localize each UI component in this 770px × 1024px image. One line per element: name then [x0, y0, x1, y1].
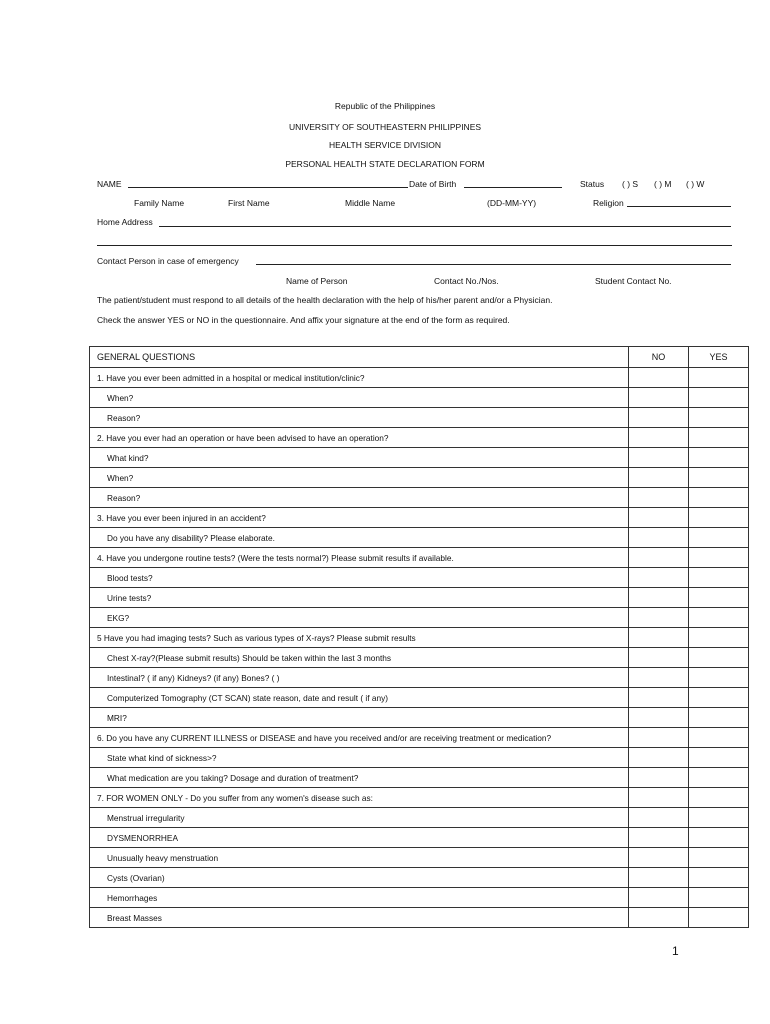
sub-question-text: Computerized Tomography (CT SCAN) state reason, date and result ( if any) [90, 688, 629, 708]
table-row [90, 908, 749, 928]
table-row [90, 868, 749, 888]
no-answer-cell[interactable] [629, 808, 689, 828]
yes-answer-cell[interactable] [689, 548, 749, 568]
yes-answer-cell[interactable] [689, 648, 749, 668]
question-text: 6. Do you have any CURRENT ILLNESS or DISEASE and have you received and/or are receiving treatment or medication? [90, 728, 629, 748]
sub-question-text: Urine tests? [90, 588, 629, 608]
no-answer-cell[interactable] [629, 748, 689, 768]
religion-field[interactable] [627, 206, 731, 207]
table-row [90, 388, 749, 408]
sub-question-text: State what kind of sickness>? [90, 748, 629, 768]
no-answer-cell[interactable] [629, 768, 689, 788]
table-row [90, 428, 749, 448]
no-answer-cell[interactable] [629, 548, 689, 568]
no-answer-cell[interactable] [629, 708, 689, 728]
no-answer-cell[interactable] [629, 848, 689, 868]
no-answer-cell[interactable] [629, 588, 689, 608]
home-address-label: Home Address [97, 217, 153, 227]
yes-answer-cell[interactable] [689, 748, 749, 768]
yes-answer-cell[interactable] [689, 508, 749, 528]
table-row [90, 468, 749, 488]
home-address-field[interactable] [159, 226, 731, 227]
yes-answer-cell[interactable] [689, 408, 749, 428]
no-answer-cell[interactable] [629, 608, 689, 628]
contact-nos-caption: Contact No./Nos. [434, 276, 499, 286]
yes-answer-cell[interactable] [689, 468, 749, 488]
general-questions-header: GENERAL QUESTIONS [90, 347, 629, 368]
emergency-contact-field[interactable] [256, 264, 731, 265]
no-answer-cell[interactable] [629, 888, 689, 908]
no-answer-cell[interactable] [629, 728, 689, 748]
sub-question-text: MRI? [90, 708, 629, 728]
no-answer-cell[interactable] [629, 908, 689, 928]
table-row [90, 848, 749, 868]
table-row [90, 668, 749, 688]
sub-question-text: Unusually heavy menstruation [90, 848, 629, 868]
sub-question-text: DYSMENORRHEA [90, 828, 629, 848]
sub-question-text: Blood tests? [90, 568, 629, 588]
yes-answer-cell[interactable] [689, 908, 749, 928]
table-row [90, 688, 749, 708]
religion-label: Religion [593, 198, 624, 208]
dob-format-caption: (DD-MM-YY) [487, 198, 537, 208]
question-text: 5 Have you had imaging tests? Such as various types of X-rays? Please submit results [90, 628, 629, 648]
yes-answer-cell[interactable] [689, 868, 749, 888]
yes-column-header: YES [689, 347, 749, 368]
no-answer-cell[interactable] [629, 648, 689, 668]
yes-answer-cell[interactable] [689, 428, 749, 448]
form-title: PERSONAL HEALTH STATE DECLARATION FORM [285, 159, 485, 169]
no-answer-cell[interactable] [629, 568, 689, 588]
no-answer-cell[interactable] [629, 628, 689, 648]
emergency-contact-label: Contact Person in case of emergency [97, 256, 239, 266]
sub-question-text: Intestinal? ( if any) Kidneys? (if any) Bones? ( ) [90, 668, 629, 688]
status-label: Status [580, 179, 605, 189]
sub-question-text: Breast Masses [90, 908, 629, 928]
general-questions-table [89, 346, 749, 928]
no-answer-cell[interactable] [629, 688, 689, 708]
yes-answer-cell[interactable] [689, 708, 749, 728]
yes-answer-cell[interactable] [689, 528, 749, 548]
page-number: 1 [672, 944, 679, 958]
table-row [90, 888, 749, 908]
table-row [90, 828, 749, 848]
name-field[interactable] [128, 187, 408, 188]
instruction-line-1: The patient/student must respond to all details of the health declaration with the help of his/her parent and/or a Physician. [97, 295, 553, 305]
yes-answer-cell[interactable] [689, 568, 749, 588]
republic-heading: Republic of the Philippines [334, 101, 436, 111]
table-row [90, 788, 749, 808]
name-of-person-caption: Name of Person [286, 276, 348, 286]
no-answer-cell[interactable] [629, 428, 689, 448]
question-text: 3. Have you ever been injured in an accident? [90, 508, 629, 528]
table-row [90, 608, 749, 628]
no-answer-cell[interactable] [629, 788, 689, 808]
table-row [90, 808, 749, 828]
no-answer-cell[interactable] [629, 468, 689, 488]
sub-question-text: Chest X-ray?(Please submit results) Should be taken within the last 3 months [90, 648, 629, 668]
no-answer-cell[interactable] [629, 448, 689, 468]
instruction-line-2: Check the answer YES or NO in the questionnaire. And affix your signature at the end of the form as required. [97, 315, 510, 325]
university-heading: UNIVERSITY OF SOUTHEASTERN PHILIPPINES [288, 122, 482, 132]
table-row [90, 508, 749, 528]
table-row [90, 728, 749, 748]
yes-answer-cell[interactable] [689, 488, 749, 508]
yes-answer-cell[interactable] [689, 828, 749, 848]
question-text: 2. Have you ever had an operation or have been advised to have an operation? [90, 428, 629, 448]
sub-question-text: Do you have any disability? Please elaborate. [90, 528, 629, 548]
table-row [90, 528, 749, 548]
table-row [90, 548, 749, 568]
first-name-caption: First Name [228, 198, 270, 208]
yes-answer-cell[interactable] [689, 628, 749, 648]
sub-question-text: Reason? [90, 408, 629, 428]
sub-question-text: When? [90, 468, 629, 488]
sub-question-text: Hemorrhages [90, 888, 629, 908]
yes-answer-cell[interactable] [689, 788, 749, 808]
home-address-field-line2[interactable] [97, 245, 732, 246]
table-header-row [90, 347, 749, 368]
yes-answer-cell[interactable] [689, 688, 749, 708]
status-widowed-option[interactable]: ( ) W [686, 179, 705, 189]
yes-answer-cell[interactable] [689, 888, 749, 908]
table-row [90, 448, 749, 468]
no-answer-cell[interactable] [629, 368, 689, 388]
yes-answer-cell[interactable] [689, 588, 749, 608]
yes-answer-cell[interactable] [689, 808, 749, 828]
table-row [90, 568, 749, 588]
sub-question-text: EKG? [90, 608, 629, 628]
yes-answer-cell[interactable] [689, 448, 749, 468]
no-answer-cell[interactable] [629, 488, 689, 508]
table-row [90, 648, 749, 668]
yes-answer-cell[interactable] [689, 388, 749, 408]
sub-question-text: Menstrual irregularity [90, 808, 629, 828]
family-name-caption: Family Name [134, 198, 185, 208]
division-heading: HEALTH SERVICE DIVISION [328, 140, 442, 150]
no-answer-cell[interactable] [629, 868, 689, 888]
no-answer-cell[interactable] [629, 408, 689, 428]
status-single-option[interactable]: ( ) S [622, 179, 639, 189]
sub-question-text: What kind? [90, 448, 629, 468]
no-answer-cell[interactable] [629, 828, 689, 848]
no-answer-cell[interactable] [629, 388, 689, 408]
dob-field[interactable] [464, 187, 562, 188]
middle-name-caption: Middle Name [345, 198, 396, 208]
sub-question-text: What medication are you taking? Dosage and duration of treatment? [90, 768, 629, 788]
table-row [90, 748, 749, 768]
name-label: NAME [97, 179, 122, 189]
table-row [90, 768, 749, 788]
dob-label: Date of Birth [409, 179, 457, 189]
question-text: 7. FOR WOMEN ONLY - Do you suffer from any women's disease such as: [90, 788, 629, 808]
yes-answer-cell[interactable] [689, 368, 749, 388]
yes-answer-cell[interactable] [689, 728, 749, 748]
no-answer-cell[interactable] [629, 508, 689, 528]
sub-question-text: Reason? [90, 488, 629, 508]
yes-answer-cell[interactable] [689, 608, 749, 628]
no-answer-cell[interactable] [629, 668, 689, 688]
yes-answer-cell[interactable] [689, 768, 749, 788]
table-row [90, 628, 749, 648]
yes-answer-cell[interactable] [689, 848, 749, 868]
table-row [90, 708, 749, 728]
sub-question-text: Cysts (Ovarian) [90, 868, 629, 888]
yes-answer-cell[interactable] [689, 668, 749, 688]
status-married-option[interactable]: ( ) M [654, 179, 672, 189]
table-row [90, 488, 749, 508]
table-row [90, 588, 749, 608]
no-answer-cell[interactable] [629, 528, 689, 548]
question-text: 4. Have you undergone routine tests? (Were the tests normal?) Please submit results if available. [90, 548, 629, 568]
table-row [90, 368, 749, 388]
question-text: 1. Have you ever been admitted in a hospital or medical institution/clinic? [90, 368, 629, 388]
no-column-header: NO [629, 347, 689, 368]
student-contact-caption: Student Contact No. [595, 276, 672, 286]
table-row [90, 408, 749, 428]
sub-question-text: When? [90, 388, 629, 408]
